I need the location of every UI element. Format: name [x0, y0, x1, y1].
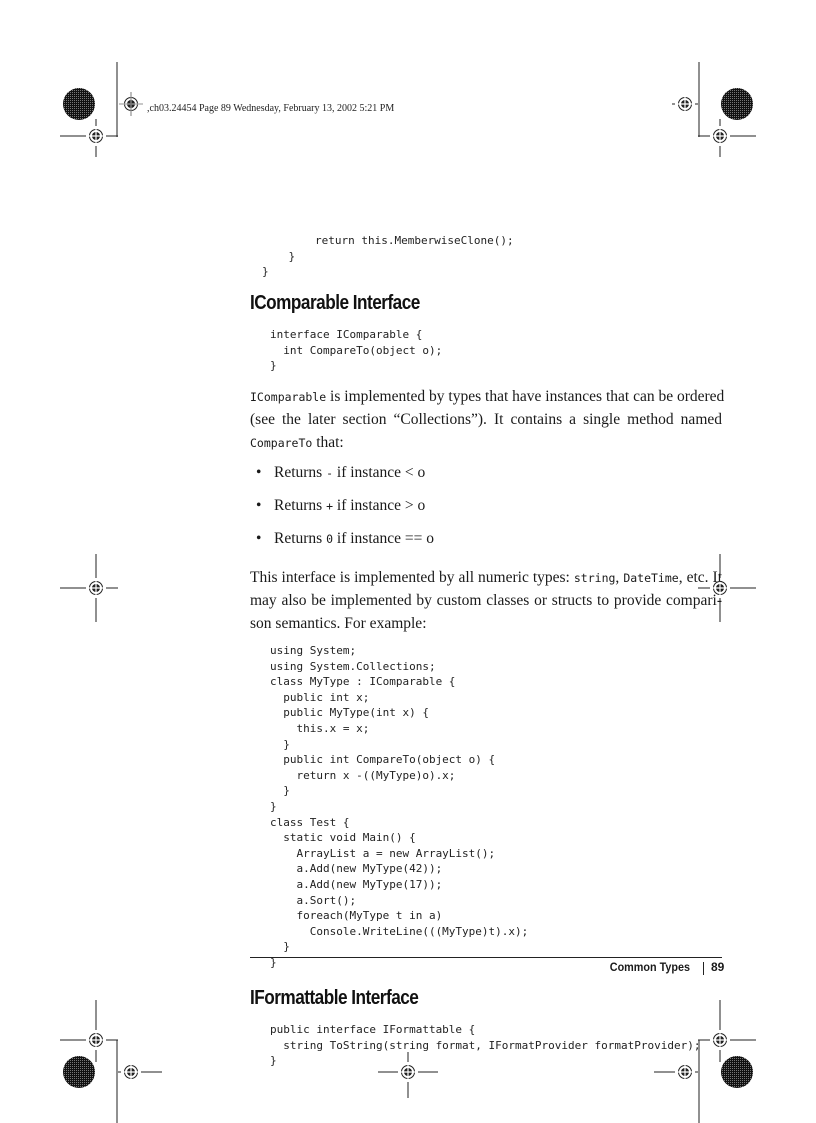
text-run: Returns — [274, 497, 327, 514]
list-item — [256, 497, 434, 530]
section-heading-iformattable: IFormattable Interface — [250, 987, 419, 1009]
text-run: Returns — [274, 530, 327, 547]
code-line: return this.MemberwiseClone(); — [262, 234, 514, 247]
code-line: ArrayList a = new ArrayList(); — [270, 846, 496, 860]
code-line: } — [270, 955, 277, 969]
registration-mark-top-left — [60, 62, 143, 157]
bullet-icon: • — [256, 497, 262, 514]
paragraph-line — [250, 566, 722, 589]
registration-mark-top-right — [672, 62, 756, 157]
code-line: using System; — [270, 644, 357, 657]
inline-code: string — [573, 571, 616, 585]
paragraph-line — [250, 385, 725, 408]
text-run: if instance < o — [333, 464, 426, 481]
code-block-iformattable-interface — [270, 1022, 700, 1069]
code-line: static void Main() { — [270, 831, 416, 845]
code-block-icomparable-interface — [270, 327, 442, 374]
code-line: public int CompareTo(object o) { — [270, 753, 496, 767]
list-item — [256, 464, 434, 497]
footer-section-title: Common Types — [609, 960, 690, 974]
code-line: } — [270, 737, 290, 751]
inline-code: DateTime — [623, 571, 679, 585]
code-line: } — [262, 249, 296, 263]
list-item — [256, 530, 434, 563]
bullet-list-compareto-returns — [256, 464, 434, 563]
code-line: this.x = x; — [270, 721, 370, 735]
text-run: if instance == o — [333, 530, 435, 547]
code-block-continued — [262, 233, 514, 280]
page-number: 89 — [711, 960, 725, 974]
bullet-icon: • — [256, 530, 262, 547]
inline-code: - — [326, 466, 334, 480]
code-line: } — [270, 940, 290, 954]
code-line: using System.Collections; — [270, 659, 436, 673]
code-line: } — [270, 1054, 277, 1068]
paragraph-line: may also be implemented by custom classes or structs to provide compari- — [250, 592, 722, 609]
text-run: , — [615, 569, 624, 586]
inline-code: + — [326, 499, 334, 513]
code-line: a.Add(new MyType(42)); — [270, 862, 443, 876]
code-line: Console.WriteLine(((MyType)t).x); — [270, 924, 529, 938]
code-line: int CompareTo(object o); — [270, 343, 443, 357]
text-run: , etc. It — [678, 569, 722, 586]
code-line: interface IComparable { — [270, 328, 423, 341]
inline-code: 0 — [326, 532, 334, 546]
footer-rule — [250, 957, 722, 958]
code-line: public MyType(int x) { — [270, 706, 429, 720]
text-run: if instance > o — [333, 497, 426, 514]
code-line: public int x; — [270, 690, 370, 704]
code-line: class Test { — [270, 815, 350, 829]
paragraph-icomparable-implementations — [250, 566, 722, 635]
code-line: } — [270, 799, 277, 813]
code-line: class MyType : IComparable { — [270, 675, 456, 689]
text-run: is implemented by types that have instances that can be ordered — [326, 388, 725, 405]
code-line: } — [270, 359, 277, 373]
text-run: This interface is implemented by all numeric types: — [250, 569, 574, 586]
code-line: public interface IFormattable { — [270, 1023, 476, 1036]
paragraph-line: (see the later section “Collections”). It contains a single method named — [250, 411, 722, 428]
code-line: } — [270, 784, 290, 798]
registration-mark-bottom-left — [60, 1000, 162, 1123]
text-run: Returns — [274, 464, 327, 481]
registration-mark-middle-left — [60, 554, 118, 622]
inline-code: IComparable — [250, 390, 327, 404]
text-run: that: — [312, 434, 344, 451]
code-line: a.Sort(); — [270, 893, 357, 907]
code-line: } — [262, 265, 269, 279]
section-heading-icomparable: IComparable Interface — [250, 292, 420, 314]
code-block-icomparable-example — [270, 643, 528, 970]
printer-slug: ,ch03.24454 Page 89 Wednesday, February 13, 2002 5:21 PM — [147, 103, 395, 114]
inline-code: CompareTo — [250, 436, 313, 450]
footer-divider — [703, 962, 704, 975]
code-line: a.Add(new MyType(17)); — [270, 877, 443, 891]
code-line: string ToString(string format, IFormatProvider formatProvider); — [270, 1038, 701, 1052]
bullet-icon: • — [256, 464, 262, 481]
code-line: return x -((MyType)o).x; — [270, 768, 456, 782]
paragraph-line — [250, 431, 722, 454]
code-line: foreach(MyType t in a) — [270, 909, 443, 923]
paragraph-icomparable-intro — [250, 385, 725, 454]
paragraph-line: son semantics. For example: — [250, 615, 427, 632]
